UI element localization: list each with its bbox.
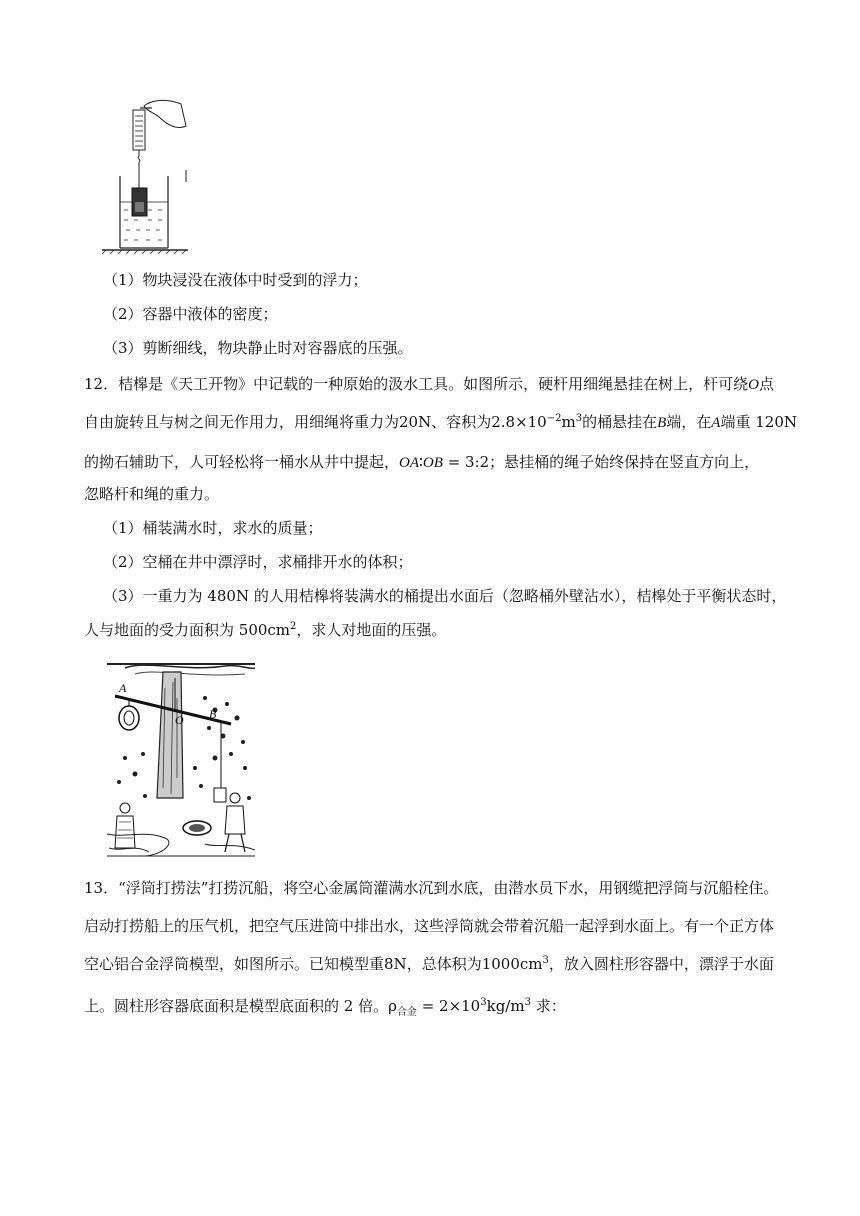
q12-sub2: （2）空桶在井中漂浮时，求桶排开水的体积； [103, 553, 413, 571]
rho-symbol: ρ [388, 997, 397, 1015]
q12-line-2 [84, 412, 810, 433]
volume-unit-exponent: 3 [575, 413, 583, 424]
q13-line-4-end: 求： [530, 997, 566, 1015]
ratio-colon: ∶ [419, 453, 423, 471]
q12-line-2-mid2: 端，在 [666, 413, 712, 431]
q12-sub1: （1）桶装满水时，求水的质量； [103, 519, 323, 537]
model-volume: 1000cm [481, 955, 543, 973]
q13-line-1: 13．“浮筒打捞法”打捞沉船，将空心金属筒灌满水沉到水底，由潜水员下水，用钢缆把浮筒与沉船栓住。 [84, 879, 779, 897]
q13-line-4 [84, 996, 810, 1016]
point-a-label: A [711, 415, 721, 431]
q12-sub3-line-2 [84, 620, 810, 640]
ratio-ob: OB [422, 455, 443, 471]
q12-line-3-text: 的拗石辅助下，人可轻松将一桶水从井中提起， [84, 453, 400, 471]
point-o-label: O [748, 377, 759, 393]
density-unit-exponent: 3 [524, 997, 531, 1008]
q13-line-3-mid: ，总体积为 [406, 955, 482, 973]
q11-sub2: （2）容器中液体的密度； [103, 305, 278, 323]
q12-line-2-text: 自由旋转且与树之间无作用力，用细绳将重力为20N、容积为 [84, 413, 492, 431]
volume-exponent: −2 [546, 413, 562, 424]
shadoof-illustration [105, 658, 257, 860]
q11-sub1: （1）物块浸没在液体中时受到的浮力； [103, 271, 368, 289]
area-exponent: 2 [290, 621, 297, 632]
q12-line-2-end: 端重 120N [720, 413, 797, 431]
q12-line-3-end: ；悬挂桶的绳子始终保持在竖直方向上， [489, 453, 760, 471]
q12-line-3 [84, 452, 810, 473]
q13-line-3-text: 空心铝合金浮筒模型，如图所示。已知模型重 [84, 955, 385, 973]
q13-line-3 [84, 954, 810, 974]
q12-line-2-mid: 的桶悬挂在 [582, 413, 658, 431]
model-weight: 8N [384, 955, 407, 973]
q12-sub3-area: 人与地面的受力面积为 500cm [84, 621, 291, 639]
q12-sub3-end: ，求人对地面的压强。 [296, 621, 447, 639]
model-volume-exponent: 3 [542, 955, 549, 966]
density-unit: kg/m [486, 997, 525, 1015]
density-value: = 2×10 [416, 997, 481, 1015]
label-o: O [175, 713, 184, 727]
q12-sub3-line-1: （3）一重力为 480N 的人用桔槔将装满水的桶提出水面后（忽略桶外壁沾水），桔槔处于平衡状态时， [103, 587, 787, 605]
volume-value: 2.8×10 [491, 413, 547, 431]
rho-subscript: 合金 [396, 1007, 417, 1018]
ratio-oa: OA [399, 455, 420, 471]
volume-unit: m [561, 413, 576, 431]
label-b: B [209, 707, 217, 721]
q12-line-1-end: 点 [758, 375, 774, 393]
ratio-value: = 3:2 [442, 453, 490, 471]
label-a: A [119, 681, 127, 695]
density-exponent: 3 [480, 997, 487, 1008]
q11-sub3: （3）剪断细线，物块静止时对容器底的压强。 [103, 339, 413, 357]
q13-line-2: 启动打捞船上的压气机，把空气压进筒中排出水，这些浮筒就会带着沉船一起浮到水面上。有一个正方体 [84, 917, 775, 935]
q12-line-1-text: 12．桔槔是《天工开物》中记载的一种原始的汲水工具。如图所示，硬杆用细绳悬挂在树上，杆可绕 [84, 375, 749, 393]
spring-balance-figure [96, 96, 196, 256]
q12-line-4: 忽略杆和绳的重力。 [84, 485, 220, 503]
q12-line-1 [84, 374, 810, 395]
q13-line-4-text: 上。圆柱形容器底面积是模型底面积的 2 倍。 [84, 997, 389, 1015]
point-b-label: B [657, 415, 667, 431]
q13-line-3-end: ，放入圆柱形容器中，漂浮于水面 [548, 955, 774, 973]
